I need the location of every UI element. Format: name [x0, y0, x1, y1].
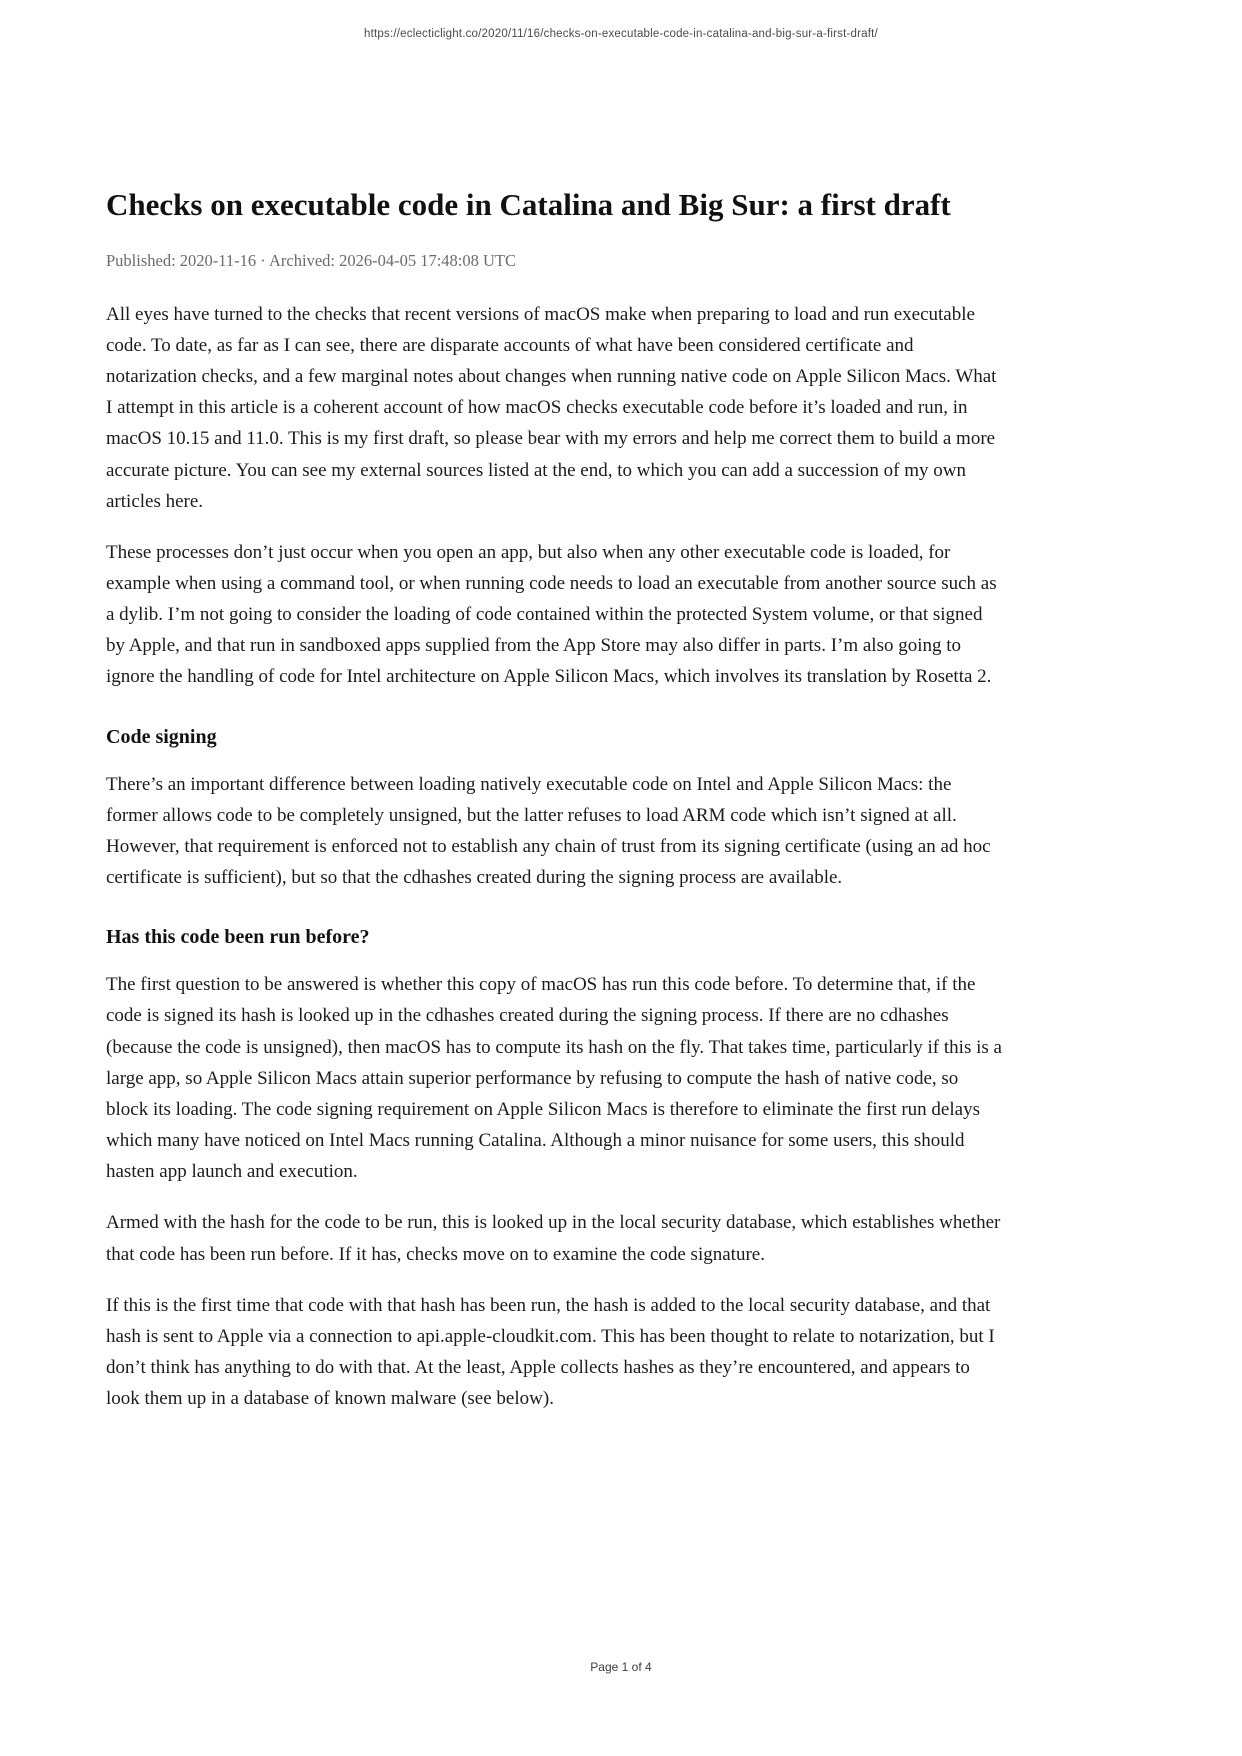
paragraph: There’s an important difference between loading natively executable code on Intel and Apple Silicon Macs: the former allows code to be completely unsigned, but the latter refuses to load ARM code which isn’t signed at all. However, that requirement is enforced not to establish any chain of trust from its signing certificate (using an ad hoc certificate is sufficient), but so that the cdhashes created during the signing process are available. [106, 773, 991, 889]
article-title: Checks on executable code in Catalina and Big Sur: a first draft [106, 187, 951, 222]
article-meta: Published: 2020-11-16 · Archived: 2026-04-05 17:48:08 UTC [106, 250, 517, 270]
paragraph: The first question to be answered is whether this copy of macOS has run this code before. To determine that, if the code is signed its hash is looked up in the cdhashes created during the signing process. If there are no cdhashes (because the code is unsigned), then macOS has to compute its hash on the fly. That takes time, particularly if this is a large app, so Apple Silicon Macs attain superior performance by refusing to compute the hash of native code, so block its loading. The code signing requirement on Apple Silicon Macs is therefore to eliminate the first run delays which many have noticed on Intel Macs running Catalina. Although a minor nuisance for some users, this should hasten app launch and execution. [106, 974, 1002, 1183]
paragraph: If this is the first time that code with that hash has been run, the hash is added to the local security database, and that hash is sent to Apple via a connection to api.apple-cloudkit.com. This has been thought to relate to notarization, but I don’t think has anything to do with that. At the least, Apple collects hashes as they’re encountered, and appears to look them up in a database of known malware (see below). [106, 1294, 995, 1410]
page-number: Page 1 of 4 [590, 1660, 652, 1674]
print-header-url: https://eclecticlight.co/2020/11/16/checks-on-executable-code-in-catalina-and-big-sur-a-first-draft/ [364, 28, 878, 40]
paragraph: Armed with the hash for the code to be run, this is looked up in the local security database, which establishes whether that code has been run before. If it has, checks move on to examine the code signature. [106, 1212, 1001, 1265]
article-content [106, 186, 1002, 1434]
section-heading-code-signing: Code signing [106, 725, 217, 748]
paragraph: All eyes have turned to the checks that recent versions of macOS make when preparing to load and run executable code. To date, as far as I can see, there are disparate accounts of what have been considered certificate and notarization checks, and a few marginal notes about changes when running native code on Apple Silicon Macs. What I attempt in this article is a coherent account of how macOS checks executable code before it’s loaded and run, in macOS 10.15 and 11.0. This is my first draft, so please bear with my errors and help me correct them to build a more accurate picture. You can see my external sources listed at the end, to which you can add a succession of my own articles here. [106, 303, 997, 512]
paragraph: These processes don’t just occur when you open an app, but also when any other executable code is loaded, for example when using a command tool, or when running code needs to load an executable from another source such as a dylib. I’m not going to consider the loading of code contained within the protected System volume, or that signed by Apple, and that run in sandboxed apps supplied from the App Store may also differ in parts. I’m also going to ignore the handling of code for Intel architecture on Apple Silicon Macs, which involves its translation by Rosetta 2. [106, 541, 997, 688]
section-heading-has-this-code-been-run-before: Has this code been run before? [106, 926, 370, 949]
